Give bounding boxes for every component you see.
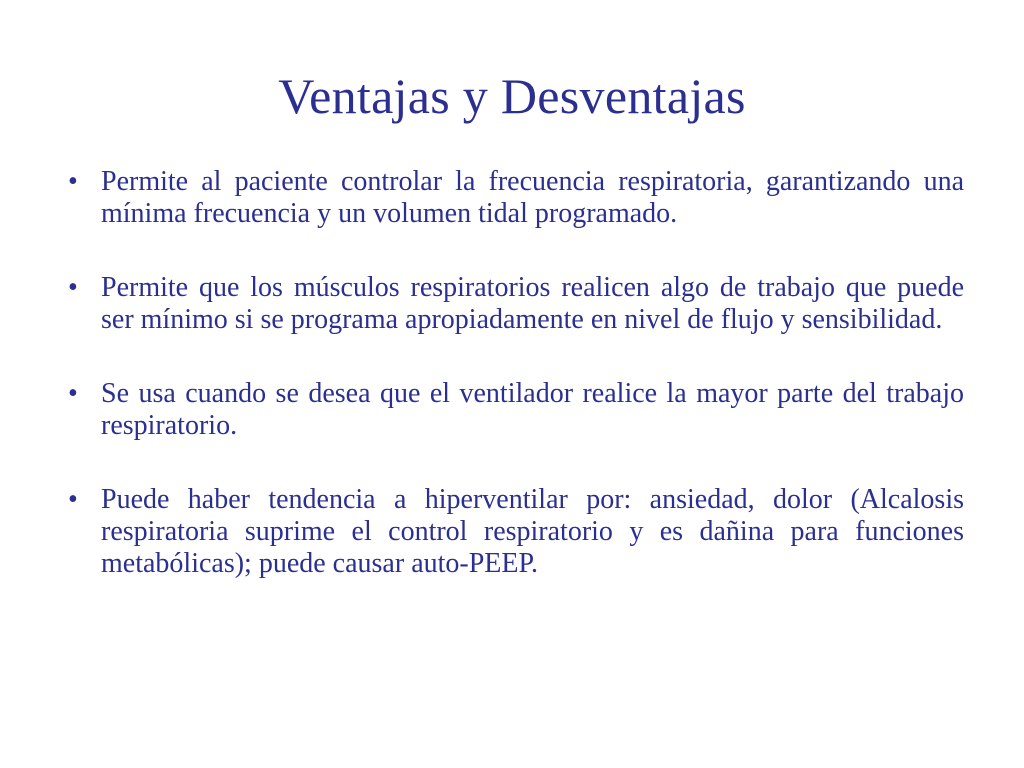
bullet-item-1 [68, 166, 964, 230]
bullet-dot-icon: • [68, 378, 78, 409]
bullet-text: Puede haber tendencia a hiperventilar por: ansiedad, dolor (Alcalosis respiratoria suprime el control respiratorio y es dañina para funciones metabólicas); puede causar auto-PEEP. [101, 484, 964, 579]
bullet-item-3 [68, 378, 964, 442]
bullet-item-4 [68, 484, 964, 580]
slide-title: Ventajas y Desventajas [278, 68, 746, 124]
bullet-list [68, 166, 964, 622]
bullet-dot-icon: • [68, 166, 78, 197]
bullet-text: Permite que los músculos respiratorios realicen algo de trabajo que puede ser mínimo si se programa apropiadamente en nivel de flujo y sensibilidad. [101, 272, 964, 335]
bullet-dot-icon: • [68, 484, 78, 515]
bullet-item-2 [68, 272, 964, 336]
bullet-text: Permite al paciente controlar la frecuencia respiratoria, garantizando una mínima frecuencia y un volumen tidal programado. [101, 166, 964, 229]
bullet-dot-icon: • [68, 272, 78, 303]
bullet-text: Se usa cuando se desea que el ventilador realice la mayor parte del trabajo respiratorio. [101, 378, 964, 441]
